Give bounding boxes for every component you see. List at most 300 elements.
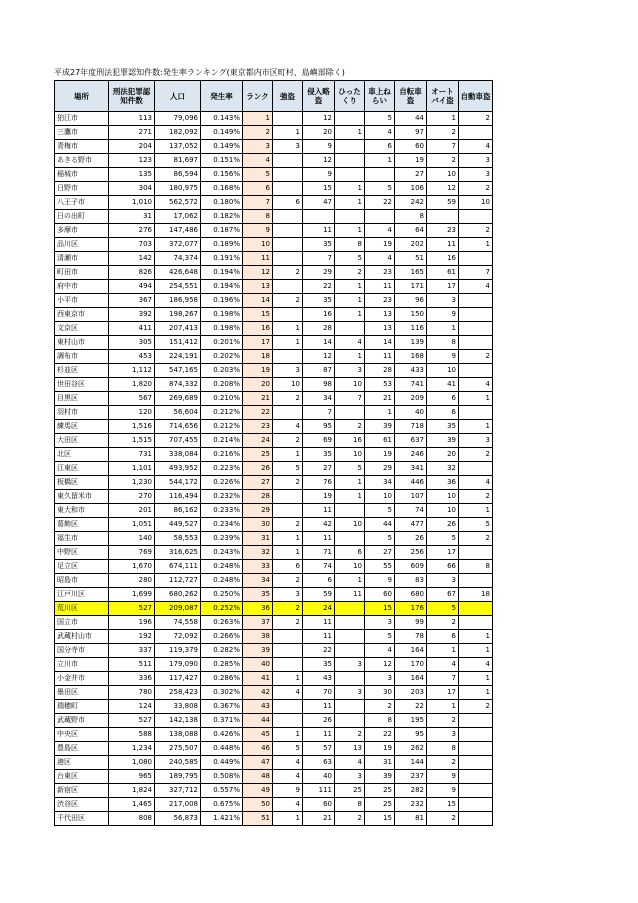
table-cell: 269,689: [155, 392, 201, 406]
table-cell: 44: [395, 112, 427, 126]
table-cell: 11: [303, 504, 335, 518]
table-cell: 741: [395, 378, 427, 392]
table-cell: 3: [273, 364, 303, 378]
table-cell: 9: [427, 784, 459, 798]
table-cell: 137,052: [155, 140, 201, 154]
table-cell: 49: [243, 784, 273, 798]
table-cell: 5: [427, 602, 459, 616]
table-cell: 37: [243, 616, 273, 630]
place-cell: 葛飾区: [55, 518, 109, 532]
table-cell: 5: [365, 504, 395, 518]
table-cell: 46: [243, 742, 273, 756]
table-cell: 22: [243, 406, 273, 420]
table-cell: 28: [243, 490, 273, 504]
table-cell: 11: [365, 280, 395, 294]
table-cell: 17: [427, 546, 459, 560]
table-cell: 117,427: [155, 672, 201, 686]
table-cell: 674,111: [155, 560, 201, 574]
place-cell: 品川区: [55, 238, 109, 252]
table-cell: 10: [335, 448, 365, 462]
table-cell: 209: [395, 392, 427, 406]
table-cell: 2: [459, 490, 493, 504]
place-cell: 文京区: [55, 322, 109, 336]
table-cell: 1: [335, 574, 365, 588]
table-row: [55, 378, 493, 392]
place-cell: 町田市: [55, 266, 109, 280]
place-cell: 練馬区: [55, 420, 109, 434]
table-cell: 138,088: [155, 728, 201, 742]
table-cell: 116: [395, 322, 427, 336]
table-cell: [273, 630, 303, 644]
table-cell: 87: [303, 364, 335, 378]
table-cell: 1,699: [109, 588, 155, 602]
table-cell: 1.421%: [201, 812, 243, 826]
place-cell: 日の出町: [55, 210, 109, 224]
table-cell: [273, 252, 303, 266]
table-cell: 18: [243, 350, 273, 364]
table-cell: 27: [365, 546, 395, 560]
place-cell: 北区: [55, 448, 109, 462]
table-cell: 0.508%: [201, 770, 243, 784]
table-row: [55, 462, 493, 476]
table-cell: 1: [335, 126, 365, 140]
place-cell: 荒川区: [55, 602, 109, 616]
table-cell: 0.180%: [201, 196, 243, 210]
table-cell: 1: [335, 308, 365, 322]
table-cell: 453: [109, 350, 155, 364]
table-cell: 35: [303, 238, 335, 252]
table-cell: 35: [303, 448, 335, 462]
table-cell: 76: [303, 476, 335, 490]
table-cell: 8: [243, 210, 273, 224]
table-cell: 1: [335, 294, 365, 308]
table-cell: 8: [365, 714, 395, 728]
place-cell: 中央区: [55, 728, 109, 742]
table-cell: 119,379: [155, 644, 201, 658]
table-cell: 14: [243, 294, 273, 308]
table-cell: 3: [459, 154, 493, 168]
place-cell: 稲城市: [55, 168, 109, 182]
table-row: [55, 350, 493, 364]
table-cell: 0.156%: [201, 168, 243, 182]
table-cell: 20: [243, 378, 273, 392]
table-cell: [459, 210, 493, 224]
table-cell: 15: [365, 602, 395, 616]
column-header: 発生率: [201, 81, 243, 112]
table-cell: 680: [395, 588, 427, 602]
table-cell: 1: [365, 406, 395, 420]
table-cell: 44: [243, 714, 273, 728]
table-cell: 3: [335, 686, 365, 700]
table-cell: 7: [427, 672, 459, 686]
table-cell: 22: [395, 700, 427, 714]
table-row: [55, 644, 493, 658]
table-cell: 29: [243, 504, 273, 518]
table-cell: 40: [395, 406, 427, 420]
table-cell: 111: [303, 784, 335, 798]
table-cell: 135: [109, 168, 155, 182]
table-cell: [459, 742, 493, 756]
table-cell: 64: [395, 224, 427, 238]
table-cell: 209,087: [155, 602, 201, 616]
table-cell: [335, 644, 365, 658]
table-row: [55, 742, 493, 756]
table-cell: 0.675%: [201, 798, 243, 812]
table-cell: [335, 322, 365, 336]
place-cell: 青梅市: [55, 140, 109, 154]
table-cell: [459, 798, 493, 812]
table-cell: 224,191: [155, 350, 201, 364]
table-cell: [459, 294, 493, 308]
place-cell: 中野区: [55, 546, 109, 560]
table-cell: 5: [273, 462, 303, 476]
table-cell: 1,465: [109, 798, 155, 812]
table-cell: 11: [365, 350, 395, 364]
table-cell: 1: [459, 504, 493, 518]
table-cell: 0.448%: [201, 742, 243, 756]
table-cell: 0.198%: [201, 308, 243, 322]
table-cell: 9: [427, 308, 459, 322]
table-cell: 11: [243, 252, 273, 266]
table-row: [55, 616, 493, 630]
table-cell: [459, 546, 493, 560]
table-cell: [459, 784, 493, 798]
table-cell: 25: [335, 784, 365, 798]
table-cell: 81,697: [155, 154, 201, 168]
table-cell: 13: [335, 742, 365, 756]
table-row: [55, 140, 493, 154]
table-cell: 1,670: [109, 560, 155, 574]
table-cell: 0.182%: [201, 210, 243, 224]
table-cell: 826: [109, 266, 155, 280]
table-cell: 780: [109, 686, 155, 700]
table-cell: [459, 322, 493, 336]
table-cell: 124: [109, 700, 155, 714]
table-cell: 2: [459, 448, 493, 462]
table-cell: 204: [109, 140, 155, 154]
table-cell: 28: [365, 364, 395, 378]
table-cell: 201: [109, 504, 155, 518]
table-cell: 11: [303, 700, 335, 714]
table-cell: 4: [365, 224, 395, 238]
table-cell: 3: [427, 728, 459, 742]
table-cell: 3: [459, 434, 493, 448]
table-cell: 0.371%: [201, 714, 243, 728]
table-cell: 0.252%: [201, 602, 243, 616]
table-cell: 180,975: [155, 182, 201, 196]
table-cell: 527: [109, 714, 155, 728]
table-cell: [459, 616, 493, 630]
column-header: 強盗: [273, 81, 303, 112]
table-cell: [273, 490, 303, 504]
table-cell: 0.248%: [201, 574, 243, 588]
table-cell: 74,558: [155, 616, 201, 630]
table-cell: 0.223%: [201, 462, 243, 476]
table-cell: 1: [459, 686, 493, 700]
table-cell: 7: [303, 406, 335, 420]
table-cell: 3: [427, 574, 459, 588]
table-cell: 14: [365, 336, 395, 350]
table-cell: 21: [365, 392, 395, 406]
table-cell: 1,824: [109, 784, 155, 798]
table-cell: 1,051: [109, 518, 155, 532]
table-cell: 150: [395, 308, 427, 322]
table-cell: 0.248%: [201, 560, 243, 574]
table-cell: [335, 406, 365, 420]
table-cell: 140: [109, 532, 155, 546]
place-cell: 新宿区: [55, 784, 109, 798]
table-cell: 449,527: [155, 518, 201, 532]
table-cell: [335, 672, 365, 686]
table-cell: 1: [427, 644, 459, 658]
table-cell: 1: [459, 238, 493, 252]
table-cell: 2: [273, 434, 303, 448]
table-cell: 4: [273, 420, 303, 434]
table-cell: 56,873: [155, 812, 201, 826]
table-cell: 164: [395, 644, 427, 658]
table-cell: 242: [395, 196, 427, 210]
place-cell: 東久留米市: [55, 490, 109, 504]
table-cell: 411: [109, 322, 155, 336]
table-cell: 11: [335, 588, 365, 602]
table-cell: 17: [427, 280, 459, 294]
header-row: [55, 81, 493, 112]
table-row: [55, 266, 493, 280]
table-cell: 60: [365, 588, 395, 602]
table-cell: 30: [243, 518, 273, 532]
table-cell: 198,267: [155, 308, 201, 322]
table-cell: 51: [395, 252, 427, 266]
table-cell: 0.151%: [201, 154, 243, 168]
table-cell: 12: [303, 154, 335, 168]
table-cell: 41: [427, 378, 459, 392]
table-cell: 0.187%: [201, 224, 243, 238]
place-cell: 調布市: [55, 350, 109, 364]
table-cell: 718: [395, 420, 427, 434]
table-cell: 0.189%: [201, 238, 243, 252]
table-cell: 55: [365, 560, 395, 574]
table-cell: 4: [365, 252, 395, 266]
table-cell: [335, 630, 365, 644]
table-row: [55, 364, 493, 378]
table-cell: 2: [459, 532, 493, 546]
table-row: [55, 224, 493, 238]
table-cell: 433: [395, 364, 427, 378]
table-cell: 142: [109, 252, 155, 266]
table-cell: 53: [365, 378, 395, 392]
table-cell: 2: [273, 392, 303, 406]
table-cell: 47: [303, 196, 335, 210]
table-cell: 1: [335, 350, 365, 364]
place-cell: 東村山市: [55, 336, 109, 350]
table-body: [55, 112, 493, 826]
table-cell: 74,374: [155, 252, 201, 266]
table-cell: 1,516: [109, 420, 155, 434]
table-cell: 1: [335, 476, 365, 490]
table-cell: 10: [427, 490, 459, 504]
table-row: [55, 546, 493, 560]
table-cell: 39: [243, 644, 273, 658]
table-cell: 0.216%: [201, 448, 243, 462]
place-cell: 東大和市: [55, 504, 109, 518]
table-cell: 22: [365, 728, 395, 742]
table-row: [55, 322, 493, 336]
table-cell: 588: [109, 728, 155, 742]
table-cell: 1: [427, 322, 459, 336]
table-cell: 25: [243, 448, 273, 462]
table-cell: 1: [273, 728, 303, 742]
table-cell: 123: [109, 154, 155, 168]
table-cell: [335, 112, 365, 126]
table-cell: 0.149%: [201, 126, 243, 140]
table-cell: 57: [303, 742, 335, 756]
table-cell: [335, 210, 365, 224]
table-cell: 112,727: [155, 574, 201, 588]
table-cell: 63: [303, 756, 335, 770]
table-cell: 6: [365, 140, 395, 154]
table-cell: 10: [335, 560, 365, 574]
table-cell: 4: [459, 476, 493, 490]
table-cell: 39: [365, 420, 395, 434]
table-cell: 316,625: [155, 546, 201, 560]
table-cell: 5: [335, 462, 365, 476]
place-cell: 三鷹市: [55, 126, 109, 140]
table-cell: 5: [365, 182, 395, 196]
table-cell: 23: [365, 294, 395, 308]
table-row: [55, 434, 493, 448]
table-cell: 19: [365, 238, 395, 252]
table-cell: 10: [273, 378, 303, 392]
table-cell: 12: [427, 182, 459, 196]
table-cell: 2: [273, 266, 303, 280]
table-cell: 98: [303, 378, 335, 392]
table-cell: 280: [109, 574, 155, 588]
table-cell: 33,808: [155, 700, 201, 714]
table-cell: 4: [273, 686, 303, 700]
table-row: [55, 238, 493, 252]
table-cell: 19: [365, 742, 395, 756]
table-cell: 202: [395, 238, 427, 252]
table-cell: 139: [395, 336, 427, 350]
table-cell: 151,412: [155, 336, 201, 350]
place-cell: 国分寺市: [55, 644, 109, 658]
table-cell: 23: [243, 420, 273, 434]
table-cell: [459, 602, 493, 616]
place-cell: 福生市: [55, 532, 109, 546]
table-cell: 20: [427, 448, 459, 462]
table-cell: 19: [365, 448, 395, 462]
table-cell: 6: [427, 392, 459, 406]
table-cell: 9: [365, 574, 395, 588]
table-cell: 2: [427, 756, 459, 770]
table-cell: 43: [243, 700, 273, 714]
table-cell: 176: [395, 602, 427, 616]
table-row: [55, 728, 493, 742]
table-cell: [303, 210, 335, 224]
table-cell: 36: [243, 602, 273, 616]
table-cell: 95: [303, 420, 335, 434]
table-cell: 276: [109, 224, 155, 238]
table-cell: 0.194%: [201, 280, 243, 294]
column-header: ひったくり: [335, 81, 365, 112]
table-cell: 808: [109, 812, 155, 826]
table-row: [55, 504, 493, 518]
table-cell: [365, 168, 395, 182]
table-cell: 16: [427, 252, 459, 266]
table-cell: 0.212%: [201, 406, 243, 420]
table-cell: 8: [335, 238, 365, 252]
place-cell: 国立市: [55, 616, 109, 630]
table-cell: [273, 182, 303, 196]
table-cell: 337: [109, 644, 155, 658]
table-row: [55, 798, 493, 812]
place-cell: 港区: [55, 756, 109, 770]
table-cell: 24: [243, 434, 273, 448]
table-cell: 9: [273, 784, 303, 798]
table-cell: 107: [395, 490, 427, 504]
table-cell: 1: [273, 672, 303, 686]
table-cell: 50: [243, 798, 273, 812]
table-cell: 11: [427, 238, 459, 252]
table-cell: [459, 252, 493, 266]
table-cell: 305: [109, 336, 155, 350]
table-cell: 1: [365, 154, 395, 168]
table-cell: 15: [427, 798, 459, 812]
table-cell: 1: [459, 420, 493, 434]
table-cell: 11: [303, 616, 335, 630]
table-cell: 0.191%: [201, 252, 243, 266]
table-row: [55, 112, 493, 126]
table-cell: 0.201%: [201, 336, 243, 350]
table-cell: [335, 140, 365, 154]
table-cell: [273, 168, 303, 182]
table-cell: 29: [303, 266, 335, 280]
table-cell: 72,092: [155, 630, 201, 644]
table-cell: 562,572: [155, 196, 201, 210]
table-cell: 270: [109, 490, 155, 504]
column-header: 侵入略盗: [303, 81, 335, 112]
table-cell: 240,585: [155, 756, 201, 770]
table-cell: 3: [365, 672, 395, 686]
table-cell: 544,172: [155, 476, 201, 490]
table-cell: 0.250%: [201, 588, 243, 602]
table-cell: 120: [109, 406, 155, 420]
table-cell: 8: [395, 210, 427, 224]
table-row: [55, 686, 493, 700]
table-cell: 3: [427, 294, 459, 308]
table-cell: 714,656: [155, 420, 201, 434]
table-cell: 25: [365, 798, 395, 812]
table-cell: 15: [365, 812, 395, 826]
table-row: [55, 154, 493, 168]
place-cell: 台東区: [55, 770, 109, 784]
table-cell: 83: [395, 574, 427, 588]
place-cell: 昭島市: [55, 574, 109, 588]
table-cell: 511: [109, 658, 155, 672]
table-cell: 3: [335, 364, 365, 378]
table-cell: 254,551: [155, 280, 201, 294]
table-row: [55, 294, 493, 308]
table-cell: 527: [109, 602, 155, 616]
table-cell: 2: [273, 294, 303, 308]
table-row: [55, 714, 493, 728]
table-cell: 12: [243, 266, 273, 280]
table-cell: 6: [273, 196, 303, 210]
table-cell: 0.143%: [201, 112, 243, 126]
table-cell: 195: [395, 714, 427, 728]
table-cell: 446: [395, 476, 427, 490]
table-cell: 4: [273, 770, 303, 784]
